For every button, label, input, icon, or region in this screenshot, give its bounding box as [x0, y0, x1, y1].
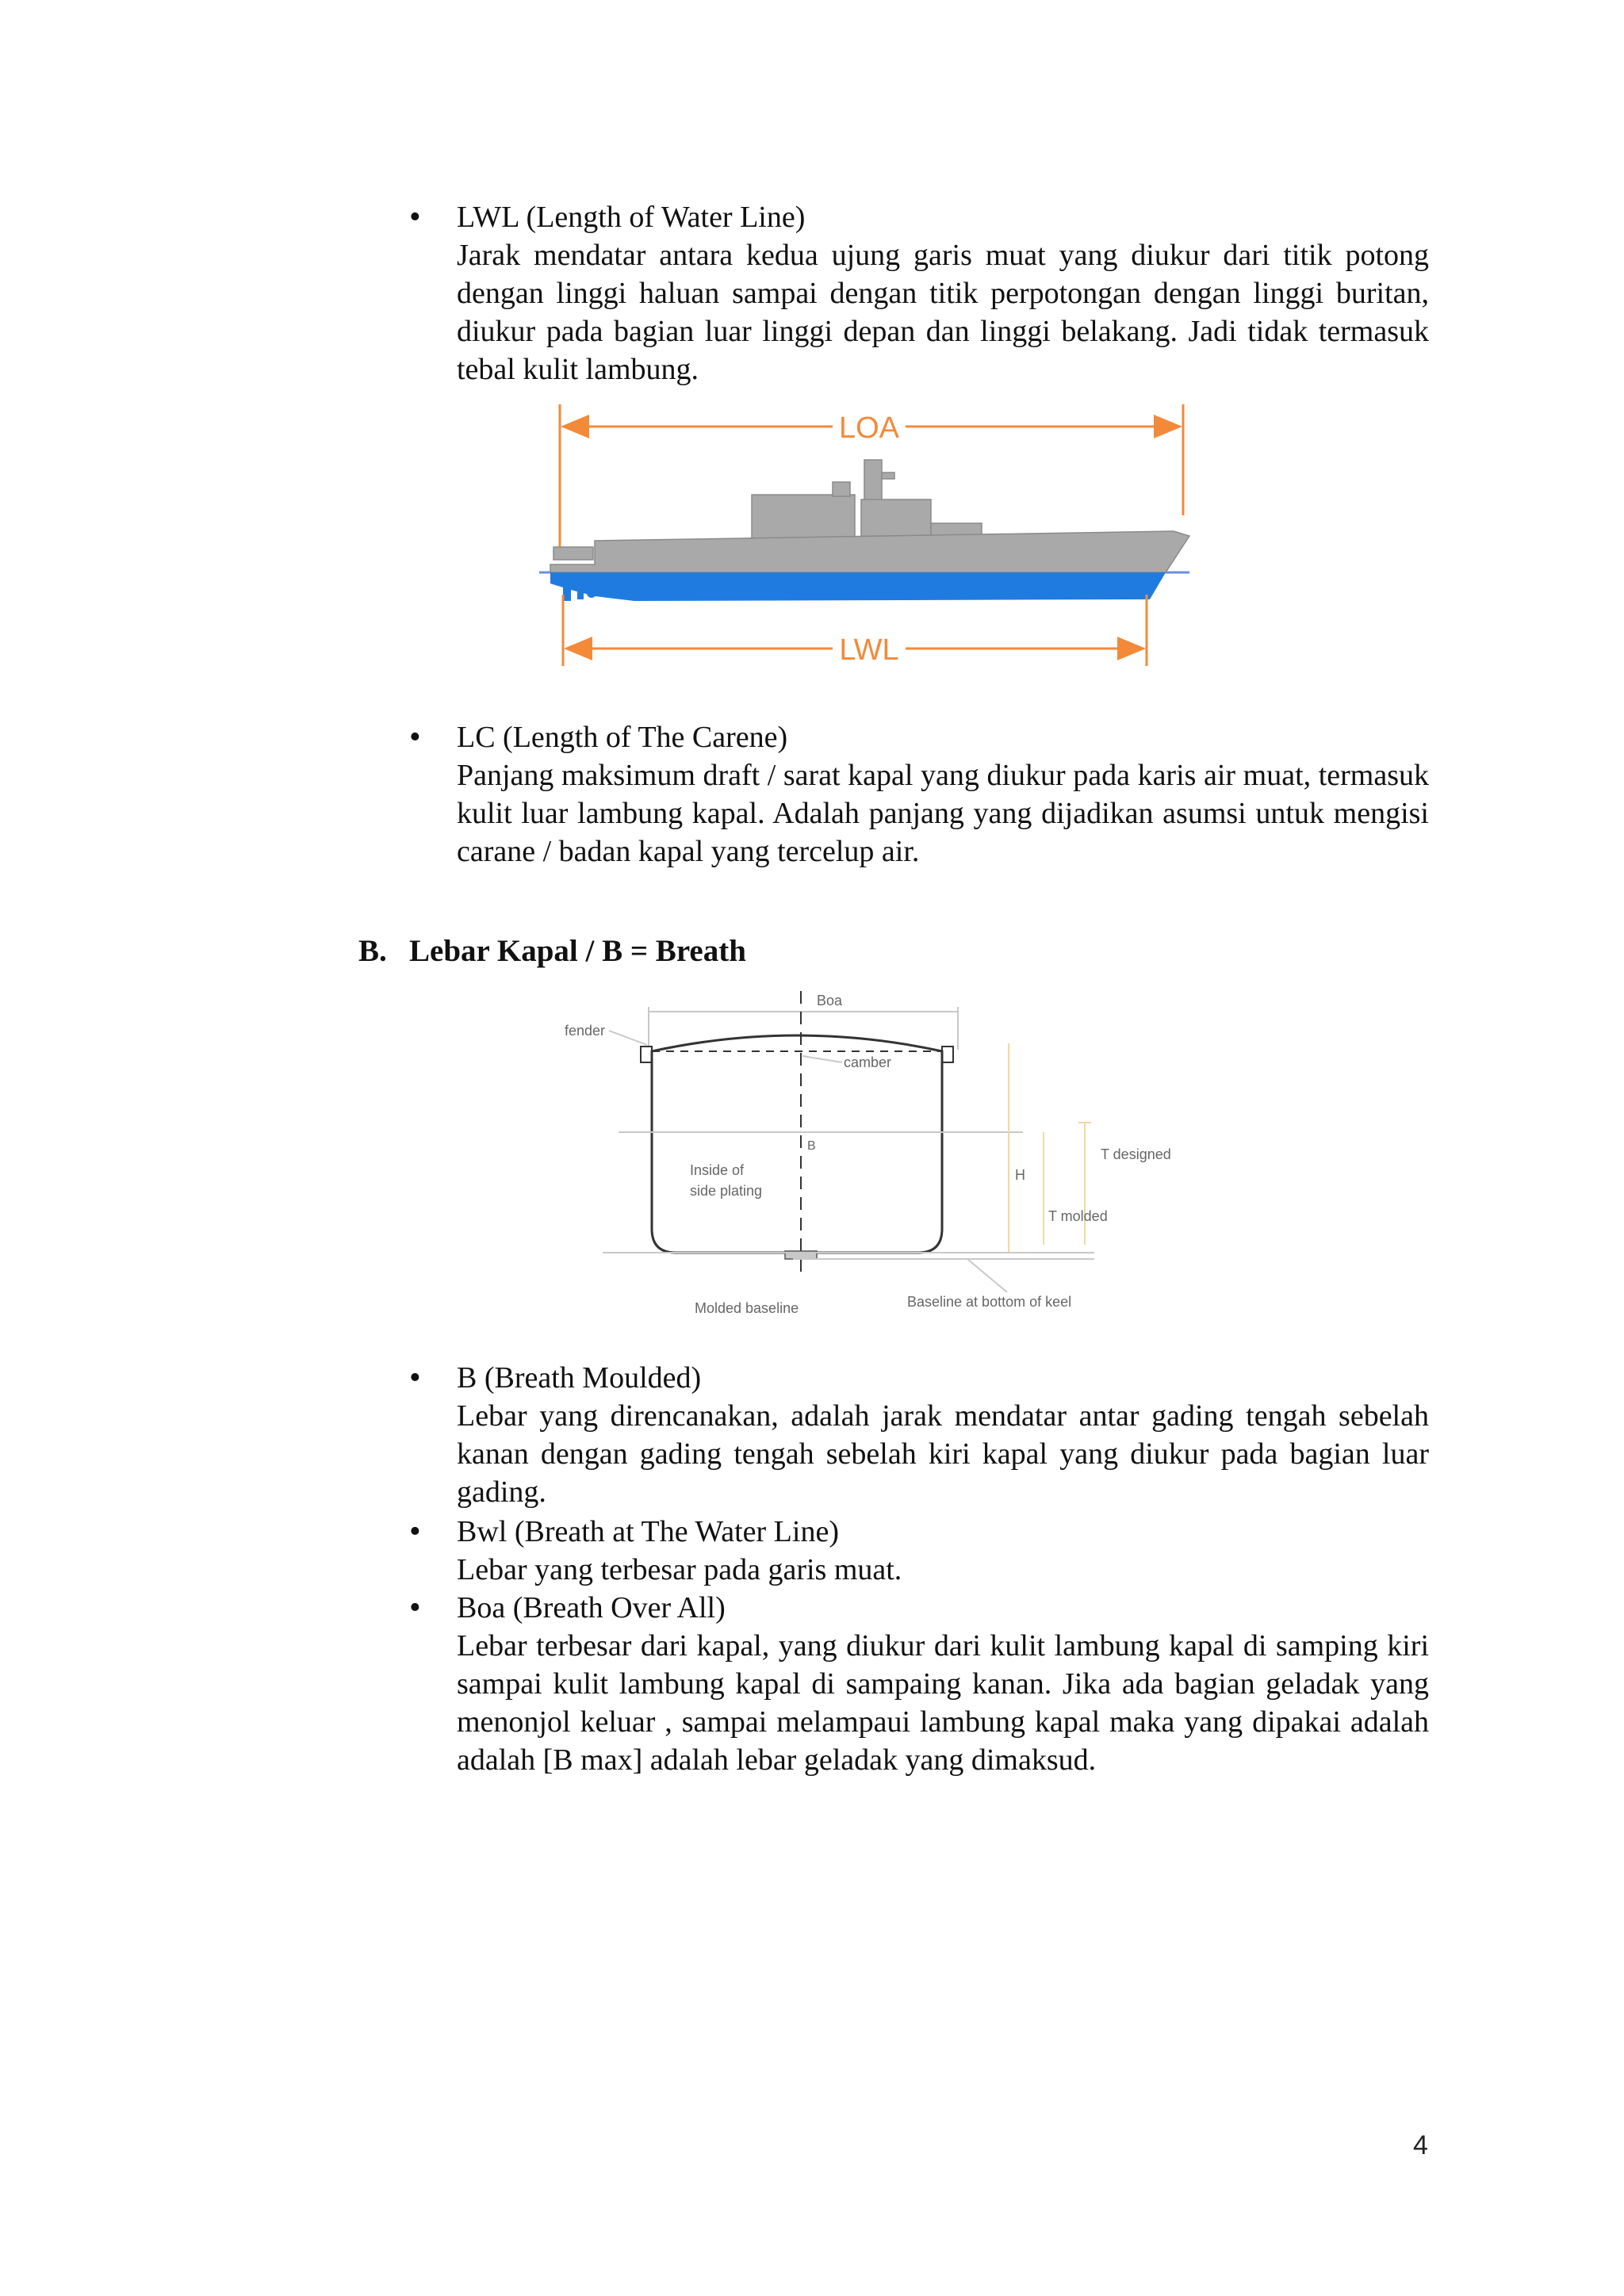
fender-right [942, 1047, 953, 1062]
boa-title: Boa (Breath Over All) [457, 1591, 726, 1624]
fender-leader [609, 1031, 647, 1045]
bullet-bwl: • [409, 1513, 421, 1550]
bullet-lwl: • [409, 199, 421, 235]
loa-label: LOA [838, 411, 900, 445]
hull-section-outline [652, 1035, 942, 1253]
lc-description: Panjang maksimum draft / sarat kapal yang diukur pada karis air muat, termasuk kulit luar lambung kapal. Adalah panjang yang dijadikan asumsi untuk mengisi carane / badan kapal yang tercelup air. [457, 759, 1429, 868]
boa-description: Lebar terbesar dari kapal, yang diukur dari kulit lambung kapal di samping kiri sampai kulit lambung kapal di sampaing kanan. Jika ada bagian geladak yang menonjol keluar , sampai melampaui lambung kapal maka yang dipakai adalah adalah [B max] adalah lebar geladak yang dimaksud. [457, 1629, 1429, 1777]
bullet-b-moulded: • [409, 1360, 421, 1396]
fender-left [641, 1047, 652, 1062]
ship-hull-underwater [550, 572, 1166, 601]
bullet-boa: • [409, 1590, 421, 1626]
midship-section-diagram [555, 983, 1189, 1324]
t-molded-label: T molded [1048, 1208, 1108, 1224]
ship-hull-upper [550, 531, 1189, 572]
section-b-letter: B. [358, 934, 387, 968]
lwl-title: LWL (Length of Water Line) [457, 201, 806, 234]
bwl-title: Bwl (Breath at The Water Line) [457, 1515, 839, 1548]
camber-label: camber [844, 1054, 892, 1070]
page-number: 4 [1413, 2130, 1428, 2160]
keel-baseline-label: Baseline at bottom of keel [907, 1294, 1072, 1310]
depth-h-label: H [1015, 1167, 1025, 1183]
lc-title: LC (Length of The Carene) [457, 721, 788, 754]
section-b-title: Lebar Kapal / B = Breath [409, 934, 746, 968]
lwl-label: LWL [839, 633, 899, 667]
inside-plating-label-line1: Inside of [690, 1162, 745, 1178]
breadth-b-label: B [807, 1139, 816, 1153]
boa-label: Boa [817, 993, 843, 1008]
bullet-lc: • [409, 719, 421, 756]
bwl-description: Lebar yang terbesar pada garis muat. [457, 1553, 902, 1586]
ship-length-diagram [539, 396, 1205, 682]
lwl-description: Jarak mendatar antara kedua ujung garis muat yang diukur dari titik potong dengan linggi haluan sampai dengan titik perpotongan dengan linggi buritan, diukur pada bagian luar linggi depan dan linggi belakang. Jadi tidak termasuk tebal kulit lambung. [457, 239, 1429, 386]
b-moulded-title: B (Breath Moulded) [457, 1361, 702, 1395]
keel-baseline-leader [967, 1259, 1007, 1292]
camber-leader [802, 1056, 842, 1062]
molded-baseline-label: Molded baseline [695, 1300, 799, 1316]
b-moulded-description: Lebar yang direncanakan, adalah jarak mendatar antar gading tengah sebelah kanan dengan gading tengah sebelah kiri kapal yang diukur pada bagian luar gading. [457, 1399, 1429, 1509]
section-b-heading [358, 932, 746, 970]
t-designed-label: T designed [1101, 1146, 1171, 1162]
inside-plating-label-line2: side plating [690, 1183, 763, 1199]
fender-label: fender [565, 1023, 606, 1039]
